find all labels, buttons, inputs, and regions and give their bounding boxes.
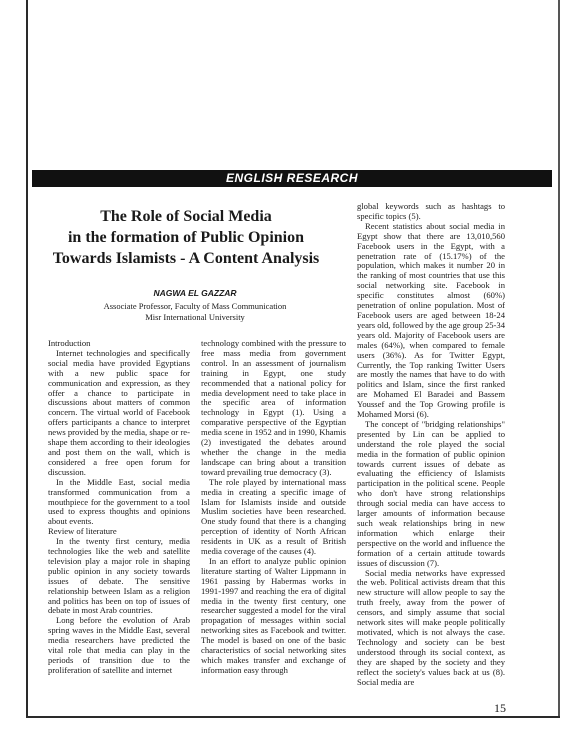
- title-line-2: in the formation of Public Opinion: [67, 229, 305, 246]
- paragraph: In the Middle East, social media transformed communication from a mouthpiece for the government to a tool used to express thoughts and opinions about events.: [48, 476, 190, 527]
- text-column-2: [201, 339, 346, 676]
- title-line-1: The Role of Social Media: [100, 208, 272, 225]
- paragraph: In an effort to analyze public opinion literature starting of Walter Lippmann in 1961 passing by Habermas works in 1991-1997 and reaching the era of digital media in the twenty first century, one researcher suggested a model for the viral propagation of messages within social networking sites as Facebook and twitter. The model is based on one of the basic characteristics of social networking sites which makes transfer and exchange of information easy through: [201, 555, 346, 675]
- article-title: [50, 206, 322, 269]
- paragraph: The concept of "bridging relationships" presented by Lin can be applied to understand the role played the social media in the formation of public opinion towards current issues of debate as evaluating the efficiency of Islamists participation in the political scene. People who don't have strong relationships through social media can have access to larger amounts of information because such weak relationships bring in new information which enlarge their perspective on the world and influence the formation of a certain attitude towards issues of discussion (7).: [357, 418, 505, 568]
- author-affiliation-2: Misr International University: [145, 312, 245, 322]
- heading-review-of-literature: Review of literature: [48, 526, 117, 537]
- paragraph-continued: technology combined with the pressure to free mass media from government control. In an assessment of journalism training in Egypt, one study recommended that a national policy for media development need to take place in the specific area of information technology in Egypt (1). Using a comparative perspective of the Egyptian media scene in 1952 and in 1990, Khamis (2) investigated the debates around whether the change in the media landscape can bring about a transition toward prevailing true democracy (3).: [201, 338, 346, 477]
- paragraph: Internet technologies and specifically social media have provided Egyptians with a new public space for communication and expression, as they offer a chance to participate in discussions about matters of common concern. The virtual world of Facebook offers participants a chance to interpret news provided by the media, shape or re-shape them according to their ideologies and post them on the wall, which is considered a free open forum for discussion.: [48, 347, 190, 477]
- page-left-border: [26, 0, 28, 718]
- paragraph: The role played by international mass media in creating a specific image of Islam for Islamists inside and outside Muslim societies have been researched. One study found that there is a changing perception of identity of North African residents in UK as a result of British media coverage of the causes (4).: [201, 476, 346, 557]
- paragraph: Long before the evolution of Arab spring waves in the Middle East, several media researchers have predicted the vital role that media can play in the periods of transition due to the proliferation of satellite and internet: [48, 615, 190, 675]
- text-column-1: [48, 339, 190, 676]
- page-number: 15: [494, 701, 506, 715]
- paragraph: In the twenty first century, media technologies like the web and satellite television play a major role in shaping public opinion in any society towards issues of debate. The sensitive relationship between Islam as a religion and politics has been on top of issues of debate in most Arab countries.: [48, 536, 190, 616]
- author-block: [70, 288, 320, 323]
- heading-introduction: Introduction: [48, 338, 91, 348]
- author-affiliation-1: Associate Professor, Faculty of Mass Communication: [103, 301, 287, 311]
- author-name: NAGWA EL GAZZAR: [153, 288, 237, 298]
- page-right-border: [558, 0, 560, 718]
- paragraph-continued: global keywords such as hashtags to specific topics (5).: [357, 201, 505, 221]
- title-line-3: Towards Islamists - A Content Analysis: [52, 250, 320, 267]
- text-column-3: [357, 202, 505, 687]
- section-banner: ENGLISH RESEARCH: [32, 170, 552, 187]
- paragraph: Recent statistics about social media in Egypt show that there are 13,010,560 Facebook users in the Egypt, with a penetration rate of (15.17%) of the population, which makes it number 20 in the ranking of most countries that use this social networking site. Facebook in specific constitutes almost (60%) penetration of online population. Most of Facebook users are aged between 18-24 years old, followed by the age group 25-34 years old. Majority of Facebook users are males (64%), when compared to female users (36%). As for Twitter Egypt, Currently, the Top ranking Twitter Users are mostly the names that have to do with politics and Islam, since the first ranked are Mohamed El Baradei and Bassem Youssef and the Top Growing profile is Mohamed Morsi (6).: [357, 220, 505, 420]
- paragraph: Social media networks have expressed the web. Political activists dream that this new structure will allow people to say the truth freely, away from the power of censors, and simply assume that social network sites will make people politically motivated, which is not always the case. Technology and society can be best understood through its social context, as they are shaped by the society and they reflect the society's values back at us (8). Social media are: [357, 567, 505, 687]
- page-bottom-border: [26, 716, 560, 718]
